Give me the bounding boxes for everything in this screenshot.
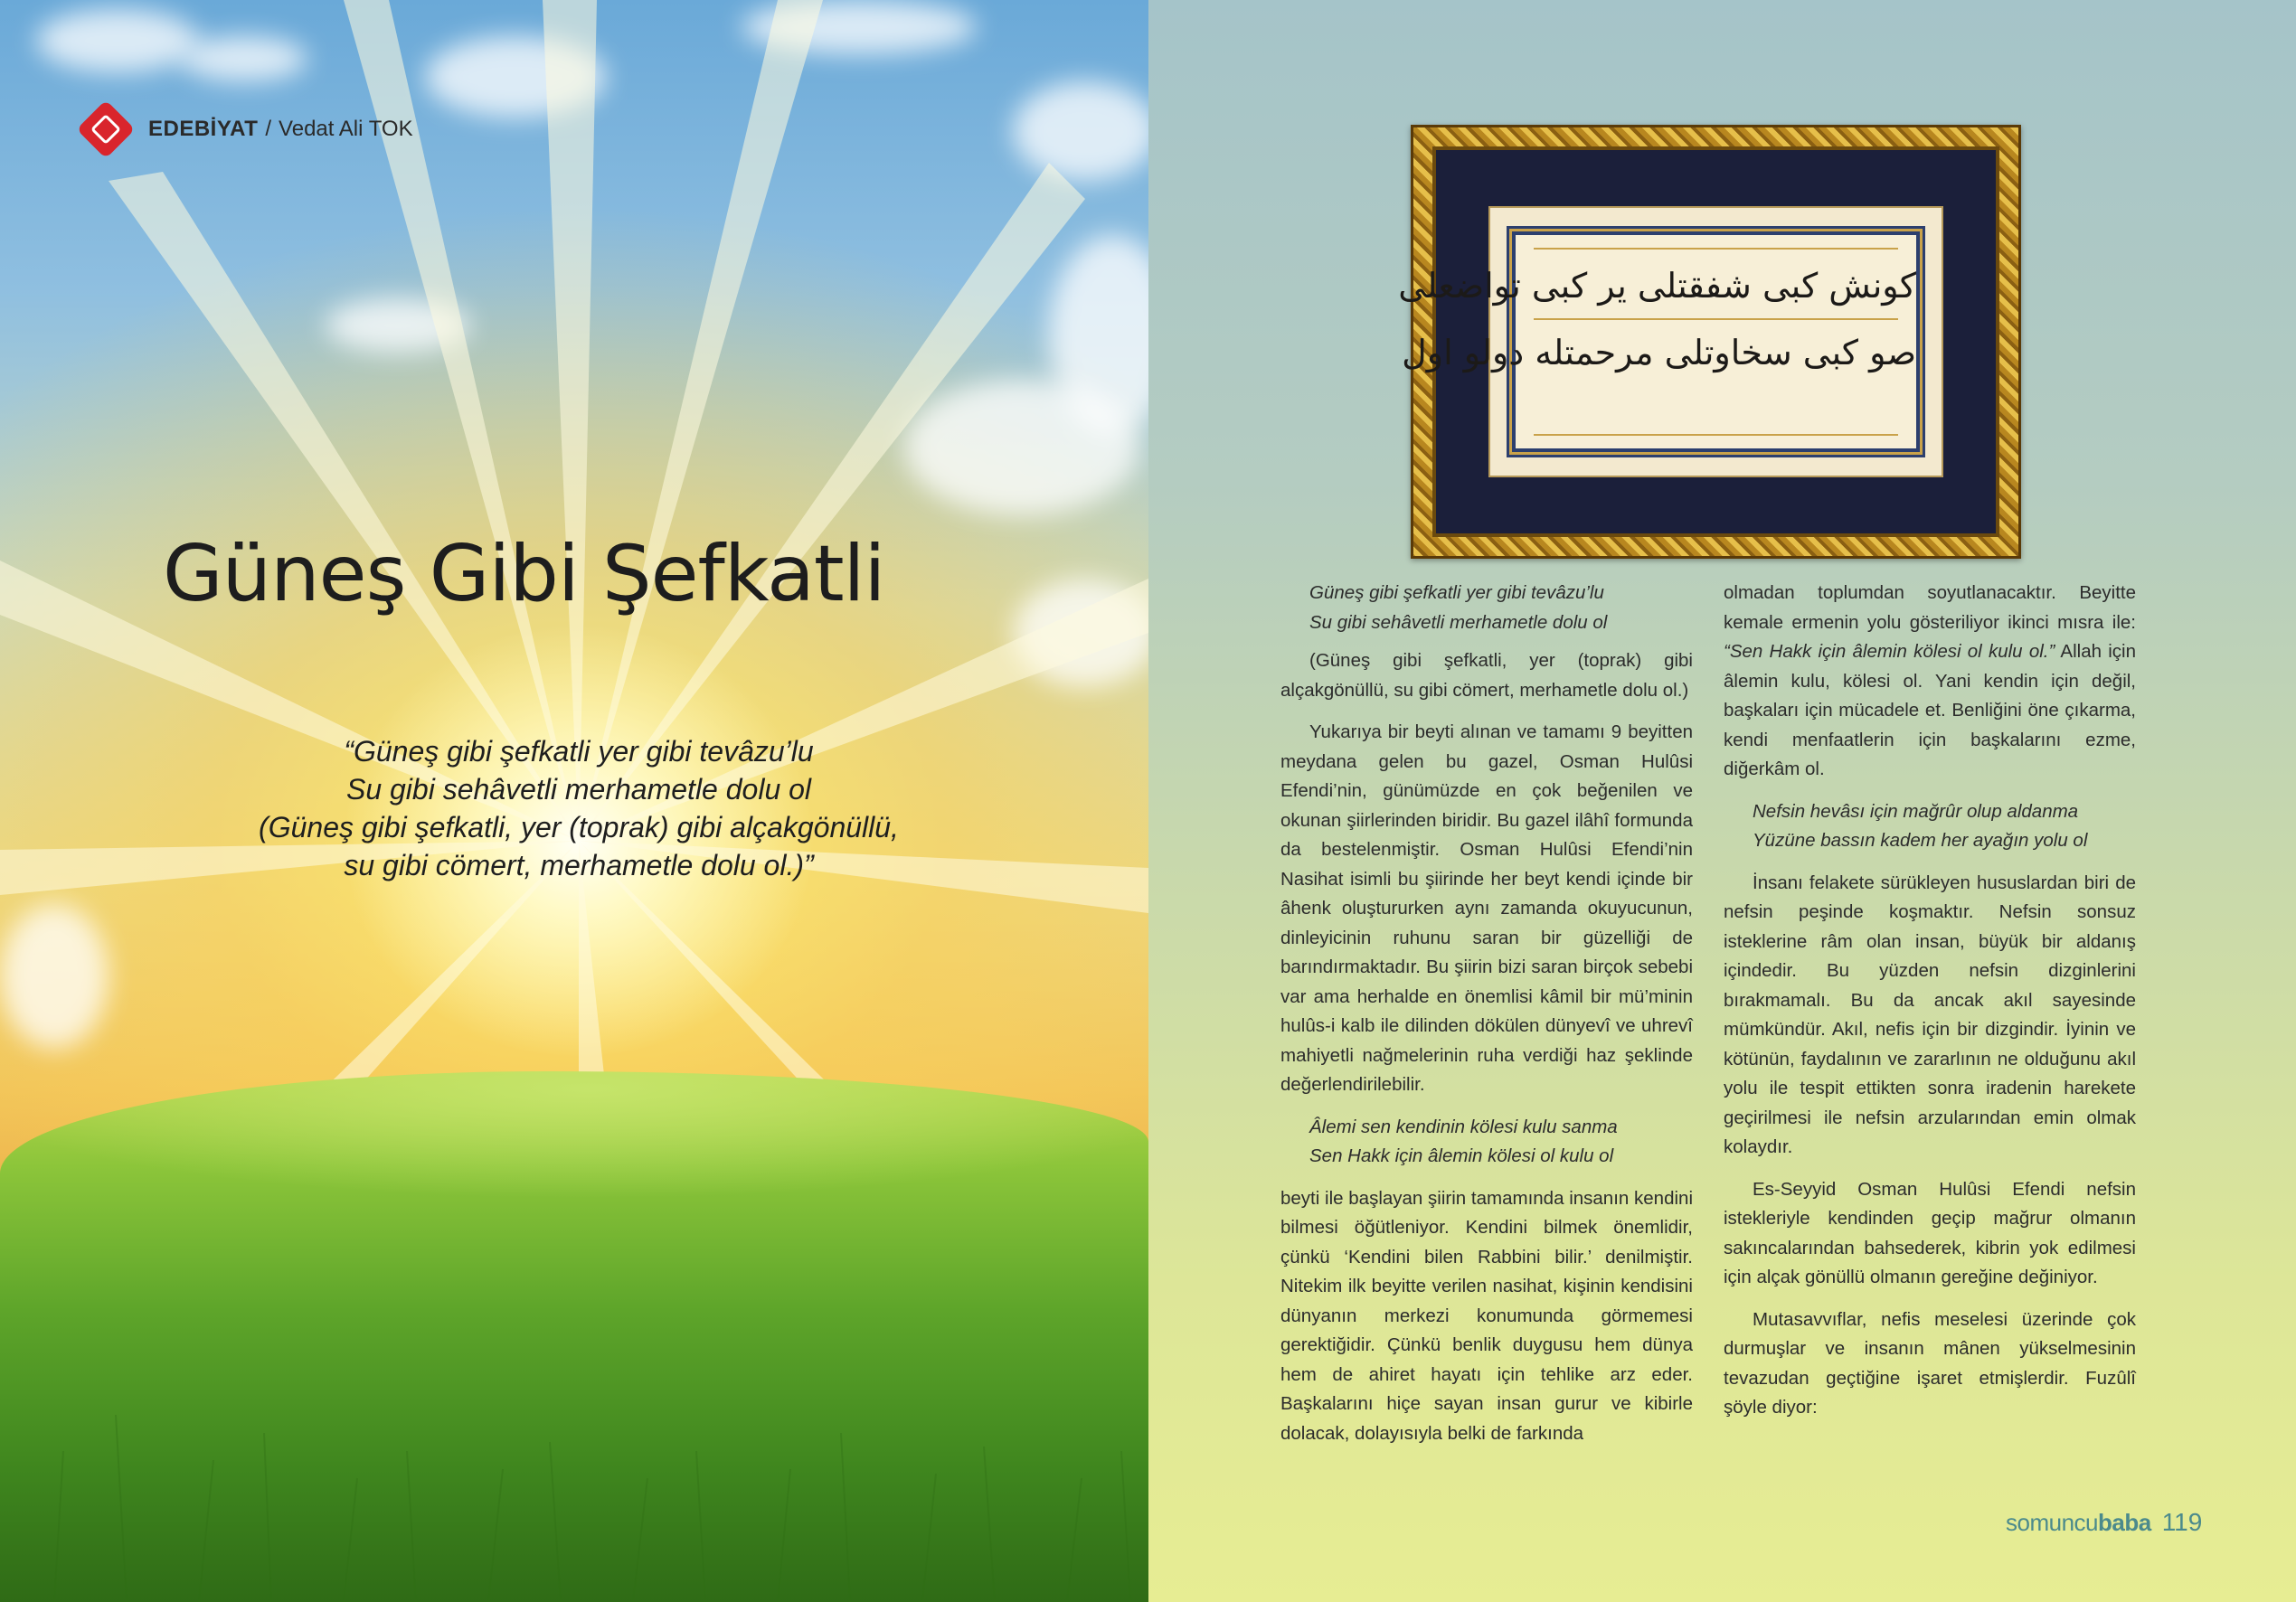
calligraphy-line: کونش کبی شفقتلی یر کبی تواضعلی [1398, 266, 1916, 306]
paragraph [1724, 579, 2136, 785]
inline-quote: “Sen Hakk için âlemin kölesi ol kulu ol.” [1724, 641, 2055, 662]
article-title: Güneş Gibi Şefkatli [163, 529, 885, 619]
verse-line: Yüzüne bassın kadem her ayağın yolu ol [1753, 830, 2088, 851]
verse-line: Güneş gibi şefkatli yer gibi tevâzu’lu [1309, 582, 1604, 603]
pull-quote-line: (Güneş gibi şefkatli, yer (toprak) gibi alçakgönüllü, [259, 811, 899, 843]
verse [1280, 1113, 1693, 1172]
page-number: 119 [2161, 1508, 2203, 1536]
paragraph: Mutasavvıflar, nefis meselesi üzerinde çok durmuşlar ve insanın mânen yükselmesinin tevazudan geçtiğine işaret etmişlerdir. Fuzûlî şöyle diyor: [1724, 1308, 2136, 1418]
verse-line: Âlemi sen kendinin kölesi kulu sanma [1309, 1116, 1618, 1137]
pull-quote-line: Su gibi sehâvetli merhametle dolu ol [345, 773, 812, 806]
section-header [76, 99, 413, 159]
verse-line: Sen Hakk için âlemin kölesi ol kulu ol [1309, 1145, 1614, 1166]
paragraph: Es-Seyyid Osman Hulûsi Efendi nefsin istekleriyle kendinden geçip mağrur olmanın sakıncalarından bahsederek, kibrin yok edilmesi için alçak gönüllü olmanın gereğine değiniyor. [1724, 1178, 2136, 1287]
verse-line: Su gibi sehâvetli merhametle dolu ol [1309, 611, 1608, 633]
section-name: EDEBİYAT [148, 117, 259, 141]
calligraphy-panel [1398, 226, 1925, 457]
paragraph: beyti ile başlayan şiirin tamamında insanın kendini bilmesi öğütleniyor. Kendini bilmek önemlidir, çünkü ‘Kendini bilen Rabbini bilir.’ denilmiştir. Nitekim ilk beyitte verilen nasihat, kişinin kendisini dünyanın merkezi konumunda görmemesi gerektiğidir. Çünkü benlik duygusu hem dünya hem de ahiret hayatı için tehlike arz eder. Başkalarını hiçe sayan insan gurur ve kibirle dolacak, dolayısıyla belki de farkında [1280, 1187, 1693, 1444]
article-column-1 [1280, 579, 1693, 1448]
magazine-brand-bold: baba [2098, 1509, 2151, 1536]
author-separator: / [265, 117, 272, 141]
verse-line: Nefsin hevâsı için mağrûr olup aldanma [1753, 800, 2079, 822]
page-footer [2006, 1508, 2202, 1537]
verse [1280, 579, 1693, 637]
pull-quote-line: su gibi cömert, merhametle dolu ol.)” [344, 849, 814, 881]
calligraphy-line: صو کبی سخاوتلی مرحمتله دولو اول [1402, 333, 1916, 372]
pull-quote [217, 732, 940, 884]
framed-calligraphy-image [1398, 125, 2021, 559]
paragraph: Yukarıya bir beyti alınan ve tamamı 9 beyitten meydana gelen bu gazel, Osman Hulûsi Efendi’nin, günümüzde en çok beğenilen ve okunan şiirlerinden biridir. Bu gazel ilâhî formunda da bestelenmiştir. Osman Hulûsi Efendi’nin Nasihat isimli bu şiirinde her beyt kendi içinde bir âhenk oluştururken aynı zamanda okuyucunun, dinleyicinin ruhunu saran bir güzelliği de barındırmaktadır. Bu şiirin bizi saran birçok sebebi var ama herhalde en önemlisi kâmil bir mü’minin hulûs-i kalb ile dilinden dökülen dünyevî ve uhrevî mahiyetli nağmelerinin ruha verdiği haz şeklinde değerlendirilebilir. [1280, 721, 1693, 1095]
paragraph: İnsanı felakete sürükleyen hususlardan biri de nefsin peşinde koşmaktır. Nefsin sonsuz isteklerine râm olan insan, büyük bir aldanış içindedir. Bu yüzden nefsin dizginlerini bırakmamalı. Bu da ancak akıl sayesinde mümkündür. Akıl, nefis için bir dizgindir. İyinin ve kötünün, faydalının ve zararlının ne olduğunu akıl yolu ile tespit ettikten sonra iradenin harekete geçirilmesi ile nefsin arzularından emin olmak kolaydır. [1724, 872, 2136, 1157]
author-name: Vedat Ali TOK [279, 117, 413, 141]
paragraph-text: Allah için âlemin kulu, kölesi ol. Yani kendin için değil, başkaları için mücadele et. Benliğini öne çıkarma, kendi menfaatlerin için başkalarını ezme, diğerkâm ol. [1724, 641, 2136, 779]
paragraph-text: olmadan toplumdan soyutlanacaktır. Beyitte kemale ermenin yolu gösteriliyor ikinci mısra ile: [1724, 582, 2136, 633]
magazine-logo-icon [76, 99, 135, 158]
paragraph: (Güneş gibi şefkatli, yer (toprak) gibi alçakgönüllü, su gibi cömert, merhametle dolu ol.) [1280, 650, 1693, 701]
verse [1724, 797, 2136, 856]
pull-quote-line: “Güneş gibi şefkatli yer gibi tevâzu’lu [344, 735, 814, 768]
article-column-2 [1724, 579, 2136, 1423]
grass-texture [0, 1071, 1148, 1602]
magazine-brand: somuncu [2006, 1509, 2098, 1536]
